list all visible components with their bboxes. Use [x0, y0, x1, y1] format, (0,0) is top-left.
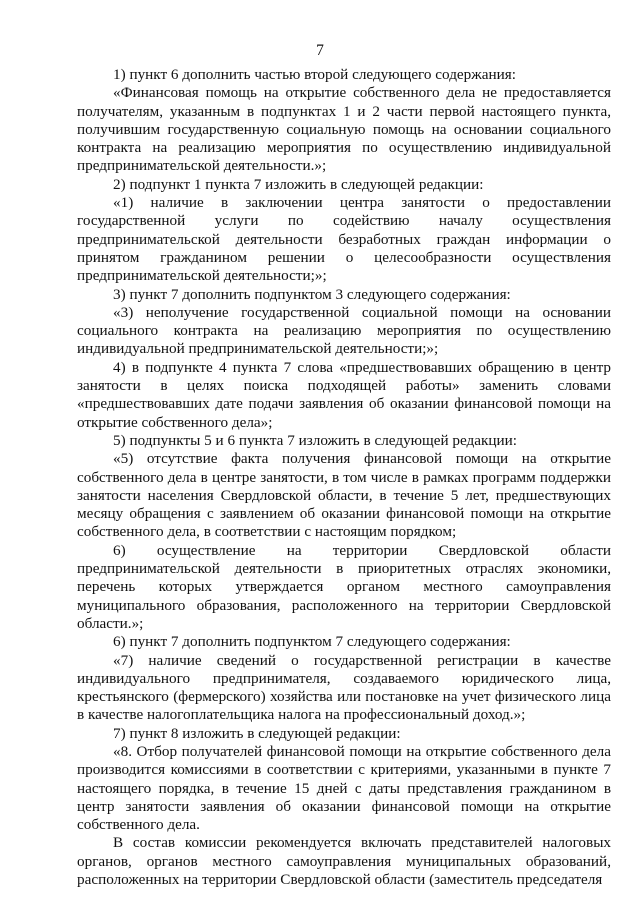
paragraph-item-5-subpoint-6: 6) осуществление на территории Свердловской области предпринимательской деятельности в приоритетных отраслях экономики, перечень которых утверждается органом местного самоуправления муниципального образования, расположенного на территории Свердловской области.»;: [77, 541, 611, 632]
paragraph-item-7-text: «8. Отбор получателей финансовой помощи на открытие собственного дела производится комиссиями в соответствии с критериями, указанными в пункте 7 настоящего порядка, в течение 15 дней с даты представления гражданином в центр занятости заявления об оказании финансовой помощи на открытие собственного дела.: [77, 742, 611, 834]
paragraph-item-5-subpoint-5: «5) отсутствие факта получения финансовой помощи на открытие собственного дела в центре занятости, в том числе в рамках программ поддержки занятости населения Свердловской области, в течение 5 лет, предшествующих месяцу обращения с заявлением об оказании финансовой помощи на открытие собственного дела, в соответствии с настоящим порядком;: [77, 450, 611, 541]
paragraph-item-4: 4) в подпункте 4 пункта 7 слова «предшествовавших обращению в центр занятости в целях поиска подходящей работы» заменить словами «предшествовавших дате подачи заявления об оказании финансовой помощи на открытие собственного дела»;: [77, 358, 611, 431]
paragraph-item-5-intro: 5) подпункты 5 и 6 пункта 7 изложить в следующей редакции:: [113, 431, 517, 449]
paragraph-item-6-text: «7) наличие сведений о государственной регистрации в качестве индивидуального предпринимателя, создаваемого юридического лица, крестьянского (фермерского) хозяйства или постановке на учет физического лица в качестве налогоплательщика налога на профессиональный доход.»;: [77, 651, 611, 724]
paragraph-item-1-intro: 1) пункт 6 дополнить частью второй следующего содержания:: [113, 66, 516, 83]
page-number: 7: [316, 42, 324, 59]
paragraph-item-2-text: «1) наличие в заключении центра занятости о предоставлении государственной услуги по содействию началу осуществления предпринимательской деятельности безработных граждан информации о принятом гражданином решении о целесообразности осуществления предпринимательской деятельности;»;: [77, 194, 611, 285]
paragraph-item-1-text: «Финансовая помощь на открытие собственного дела не предоставляется получателям, указанным в подпунктах 1 и 2 части первой настоящего пункта, получившим государственную социальную помощь на основании социального контракта на реализацию мероприятия по осуществлению индивидуальной предпринимательской деятельности.»;: [77, 84, 611, 175]
document-body: [77, 66, 611, 889]
paragraph-item-3-text: «3) неполучение государственной социальной помощи на основании социального контракта на реализацию мероприятия по осуществлению индивидуальной предпринимательской деятельности;»;: [77, 303, 611, 358]
paragraph-item-7-intro: 7) пункт 8 изложить в следующей редакции:: [113, 724, 401, 742]
paragraph-item-6-intro: 6) пункт 7 дополнить подпунктом 7 следующего содержания:: [113, 633, 511, 651]
paragraph-commission: В состав комиссии рекомендуется включать представителей налоговых органов, органов местного самоуправления муниципальных образований, расположенных на территории Свердловской области (заместитель председателя: [77, 834, 611, 889]
paragraph-item-3-intro: 3) пункт 7 дополнить подпунктом 3 следующего содержания:: [113, 285, 511, 303]
paragraph-item-2-intro: 2) подпункт 1 пункта 7 изложить в следующей редакции:: [113, 175, 484, 193]
